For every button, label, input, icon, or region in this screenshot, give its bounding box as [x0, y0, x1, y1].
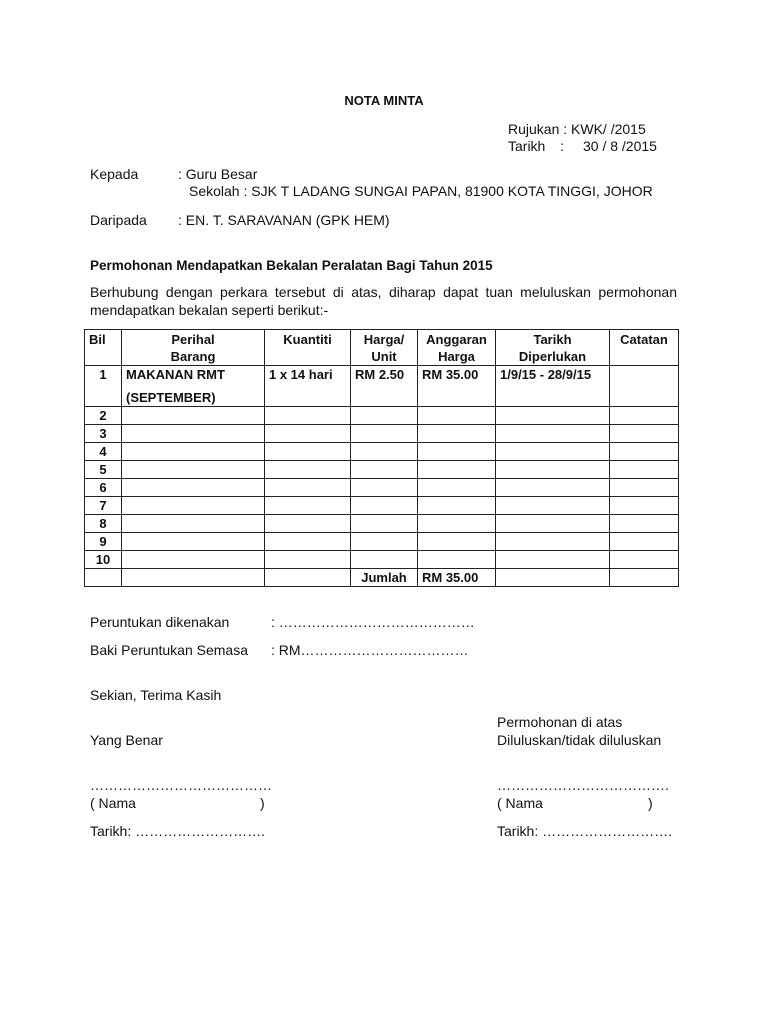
table-row: [85, 407, 679, 425]
cell-tarikh: 1/9/15 - 28/9/15: [496, 366, 610, 407]
request-table: [84, 329, 679, 587]
total-value: RM 35.00: [418, 569, 496, 587]
cell-kuantiti: 1 x 14 hari: [265, 366, 351, 407]
paragraph-line-2: mendapatkan bekalan seperti berikut:-: [90, 302, 329, 318]
header-catatan: Catatan: [610, 330, 679, 366]
baki-label: Baki Peruntukan Semasa: [90, 642, 248, 658]
closing-text: Sekian, Terima Kasih: [90, 687, 222, 703]
header-tarikh: Tarikh Diperlukan: [496, 330, 610, 366]
date-separator: :: [560, 138, 564, 154]
left-nama-close: ): [260, 795, 265, 811]
table-row: [85, 515, 679, 533]
table-row: [85, 551, 679, 569]
cell-bil: 6: [85, 479, 122, 497]
cell-perihal-line-1: MAKANAN RMT: [126, 367, 225, 382]
cell-bil: 10: [85, 551, 122, 569]
cell-bil: 2: [85, 407, 122, 425]
subject-heading: Permohonan Mendapatkan Bekalan Peralatan Bagi Tahun 2015: [90, 258, 493, 273]
paragraph-line-1: Berhubung dengan perkara tersebut di atas, diharap dapat tuan meluluskan permohonan: [90, 284, 677, 300]
kepada-label: Kepada: [90, 166, 139, 182]
cell-bil: 5: [85, 461, 122, 479]
cell-bil: 3: [85, 425, 122, 443]
header-harga: Harga/ Unit: [351, 330, 418, 366]
kepada-recipient: : Guru Besar: [178, 166, 258, 182]
header-bil: Bil: [85, 330, 122, 366]
header-anggaran: Anggaran Harga: [418, 330, 496, 366]
left-signature-line: …………………………………: [90, 777, 272, 793]
header-perihal: Perihal Barang: [122, 330, 265, 366]
date-label: Tarikh: [508, 138, 546, 154]
table-row: [85, 366, 679, 407]
table-total-row: [85, 569, 679, 587]
table-row: [85, 497, 679, 515]
peruntukan-value: : ……………………………………: [271, 614, 475, 630]
cell-perihal: [122, 366, 265, 407]
header-kuantiti: Kuantiti: [265, 330, 351, 366]
date-value: 30 / 8 /2015: [583, 138, 657, 154]
cell-perihal-line-2: (SEPTEMBER): [126, 390, 216, 405]
cell-anggaran: RM 35.00: [418, 366, 496, 407]
right-nama-open: ( Nama: [497, 795, 543, 811]
table-header-row: [85, 330, 679, 366]
table-row: [85, 533, 679, 551]
cell-catatan: [610, 366, 679, 407]
right-nama-close: ): [648, 795, 653, 811]
table-row: [85, 443, 679, 461]
peruntukan-label: Peruntukan dikenakan: [90, 614, 230, 630]
right-signature-line: ……………………………….: [497, 777, 669, 793]
cell-bil: 8: [85, 515, 122, 533]
total-label: Jumlah: [351, 569, 418, 587]
page-title: NOTA MINTA: [344, 93, 424, 108]
cell-harga: RM 2.50: [351, 366, 418, 407]
daripada-sender: : EN. T. SARAVANAN (GPK HEM): [178, 212, 390, 228]
left-nama-open: ( Nama: [90, 795, 136, 811]
approval-line-1: Permohonan di atas: [497, 714, 623, 730]
request-paragraph: [90, 283, 677, 319]
cell-bil: 4: [85, 443, 122, 461]
table-row: [85, 461, 679, 479]
left-tarikh: Tarikh: ……………………….: [90, 823, 266, 839]
cell-bil: 7: [85, 497, 122, 515]
right-tarikh: Tarikh: ……………………….: [497, 823, 673, 839]
cell-bil: 1: [85, 366, 122, 407]
kepada-school: Sekolah : SJK T LADANG SUNGAI PAPAN, 81900 KOTA TINGGI, JOHOR: [189, 183, 653, 199]
table-row: [85, 479, 679, 497]
approval-line-2: Diluluskan/tidak diluluskan: [497, 732, 662, 748]
baki-value: : RM………………………………: [271, 642, 469, 658]
yang-benar: Yang Benar: [90, 732, 163, 748]
reference-number: Rujukan : KWK/ /2015: [508, 121, 646, 137]
table-row: [85, 425, 679, 443]
daripada-label: Daripada: [90, 212, 147, 228]
cell-bil: 9: [85, 533, 122, 551]
